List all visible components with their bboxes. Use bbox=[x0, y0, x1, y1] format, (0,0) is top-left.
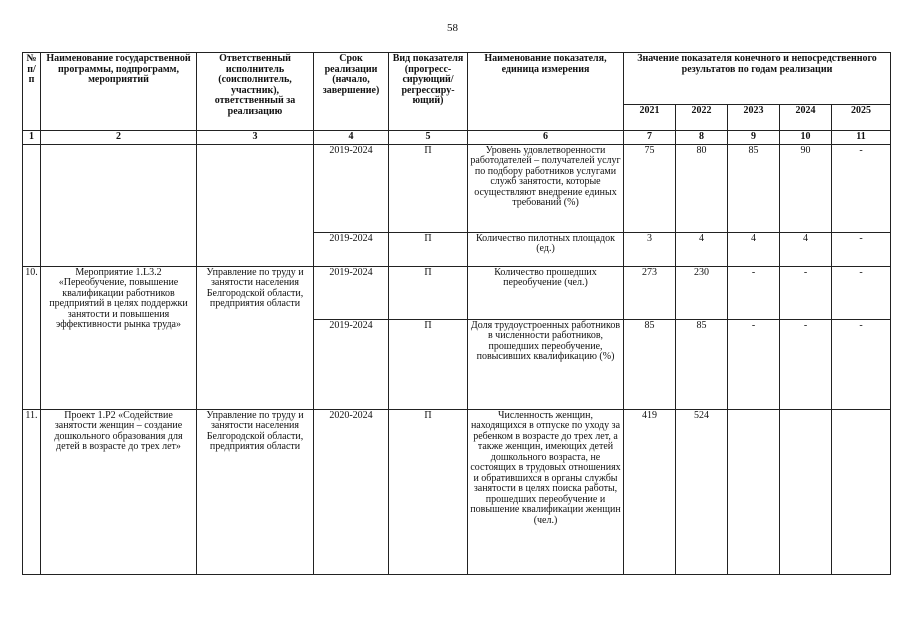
header-period: Срок реализации (начало, завершение) bbox=[314, 53, 389, 131]
column-number: 5 bbox=[389, 131, 468, 145]
row-value: - bbox=[832, 144, 891, 232]
column-number: 2 bbox=[41, 131, 197, 145]
row-executor: Управление по труду и занятости населения Белгородской области, предприятия области bbox=[197, 266, 314, 409]
row-value: 230 bbox=[676, 266, 728, 319]
header-year: 2025 bbox=[832, 105, 891, 131]
row-value: - bbox=[832, 319, 891, 409]
row-value: - bbox=[780, 266, 832, 319]
row-num: 11. bbox=[23, 409, 41, 574]
table-row bbox=[23, 266, 891, 319]
row-type: П bbox=[389, 144, 468, 232]
row-value: 80 bbox=[676, 144, 728, 232]
row-value: - bbox=[780, 319, 832, 409]
header-name: Наименование государственной программы, подпрограмм, мероприятий bbox=[41, 53, 197, 131]
row-value bbox=[728, 409, 780, 574]
page-number: 58 bbox=[447, 22, 458, 34]
header-values-group: Значение показателя конечного и непосредственного результатов по годам реализации bbox=[624, 53, 891, 105]
row-name bbox=[41, 144, 197, 266]
row-period: 2019-2024 bbox=[314, 266, 389, 319]
row-value: - bbox=[832, 266, 891, 319]
column-numbers-row bbox=[23, 131, 891, 145]
column-number: 1 bbox=[23, 131, 41, 145]
column-number: 7 bbox=[624, 131, 676, 145]
row-value: 4 bbox=[780, 232, 832, 266]
column-number: 3 bbox=[197, 131, 314, 145]
column-number: 4 bbox=[314, 131, 389, 145]
row-name: Проект 1.Р2 «Содействие занятости женщин – создание дошкольного образования для детей в возрасте до трех лет» bbox=[41, 409, 197, 574]
row-value: - bbox=[832, 232, 891, 266]
header-row bbox=[23, 53, 891, 105]
row-value bbox=[832, 409, 891, 574]
column-number: 6 bbox=[468, 131, 624, 145]
column-number: 11 bbox=[832, 131, 891, 145]
row-executor: Управление по труду и занятости населения Белгородской области, предприятия области bbox=[197, 409, 314, 574]
row-type: П bbox=[389, 319, 468, 409]
row-indicator: Количество пилотных площадок (ед.) bbox=[468, 232, 624, 266]
header-num: № п/п bbox=[23, 53, 41, 131]
row-type: П bbox=[389, 232, 468, 266]
header-indicator: Наименование показателя, единица измерения bbox=[468, 53, 624, 131]
row-name: Мероприятие 1.L3.2 «Переобучение, повышение квалификации работников предприятий в целях поддержки занятости и повышения эффективности рынка труда» bbox=[41, 266, 197, 409]
row-value: 85 bbox=[676, 319, 728, 409]
header-executor: Ответственный исполнитель (соисполнитель, участник), ответственный за реализацию bbox=[197, 53, 314, 131]
row-indicator: Уровень удовлетворенности работодателей – получателей услуг по подбору работников услугами служб занятости, которые осуществляют внедрение единых требований (%) bbox=[468, 144, 624, 232]
row-type: П bbox=[389, 266, 468, 319]
indicators-table bbox=[22, 52, 891, 575]
header-year: 2024 bbox=[780, 105, 832, 131]
row-value: 85 bbox=[728, 144, 780, 232]
column-number: 10 bbox=[780, 131, 832, 145]
row-indicator: Количество прошедших переобучение (чел.) bbox=[468, 266, 624, 319]
row-value: - bbox=[728, 266, 780, 319]
row-value: 4 bbox=[728, 232, 780, 266]
table-row bbox=[23, 144, 891, 232]
header-year: 2022 bbox=[676, 105, 728, 131]
row-executor bbox=[197, 144, 314, 266]
row-value: 75 bbox=[624, 144, 676, 232]
row-value: 3 bbox=[624, 232, 676, 266]
row-indicator: Численность женщин, находящихся в отпуске по уходу за ребенком в возрасте до трех лет, а также женщин, имеющих детей дошкольного возраста, не состоящих в трудовых отношениях и обратившихся в органы службы занятости в целях поиска работы, прошедших переобучение и повышение квалификации женщин (чел.) bbox=[468, 409, 624, 574]
header-type: Вид показателя (прогресс-сирующий/ регрессиру-ющий) bbox=[389, 53, 468, 131]
header-year: 2023 bbox=[728, 105, 780, 131]
row-period: 2019-2024 bbox=[314, 144, 389, 232]
column-number: 9 bbox=[728, 131, 780, 145]
row-period: 2020-2024 bbox=[314, 409, 389, 574]
header-year: 2021 bbox=[624, 105, 676, 131]
row-value: 85 bbox=[624, 319, 676, 409]
row-period: 2019-2024 bbox=[314, 319, 389, 409]
row-num bbox=[23, 144, 41, 266]
row-value: 90 bbox=[780, 144, 832, 232]
row-type: П bbox=[389, 409, 468, 574]
table-row bbox=[23, 409, 891, 574]
row-period: 2019-2024 bbox=[314, 232, 389, 266]
row-value: 273 bbox=[624, 266, 676, 319]
row-value: 419 bbox=[624, 409, 676, 574]
row-num: 10. bbox=[23, 266, 41, 409]
row-value: - bbox=[728, 319, 780, 409]
row-value: 4 bbox=[676, 232, 728, 266]
row-value: 524 bbox=[676, 409, 728, 574]
row-indicator: Доля трудоустроенных работников в численности работников, прошедших переобучение, повысивших квалификацию (%) bbox=[468, 319, 624, 409]
row-value bbox=[780, 409, 832, 574]
column-number: 8 bbox=[676, 131, 728, 145]
